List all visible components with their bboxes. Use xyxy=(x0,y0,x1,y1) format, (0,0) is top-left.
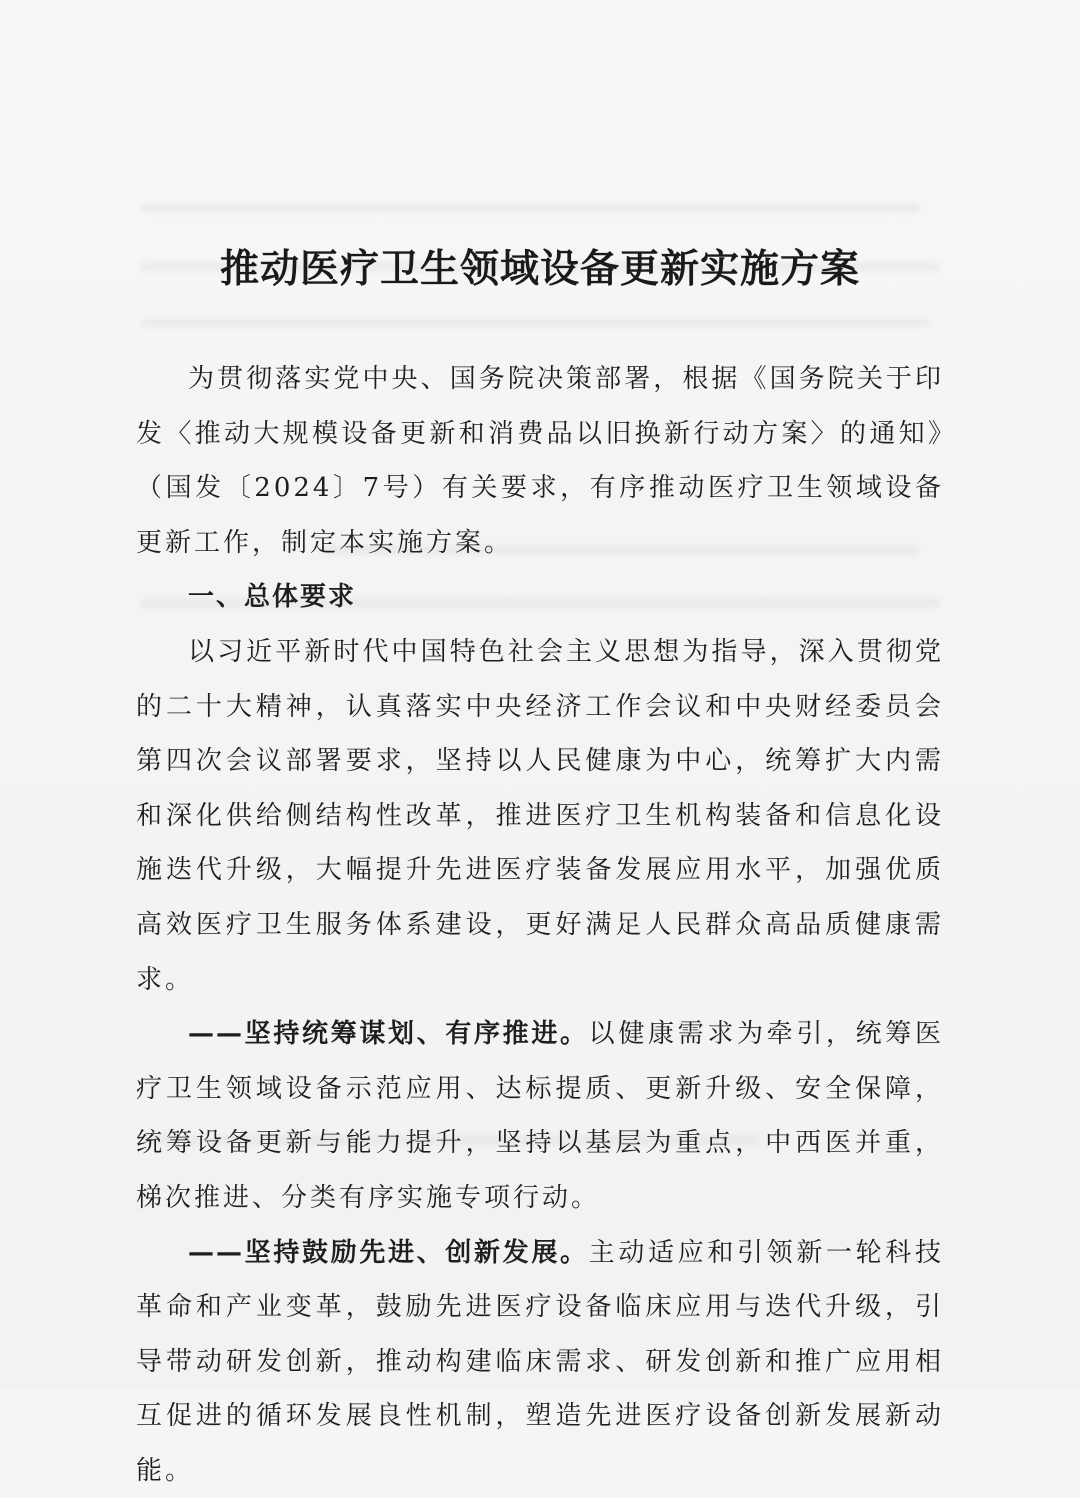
section-paragraph: 以习近平新时代中国特色社会主义思想为指导，深入贯彻党的二十大精神，认真落实中央经济工作会议和中央财经委员会第四次会议部署要求，坚持以人民健康为中心，统筹扩大内需和深化供给侧结构性改革，推进医疗卫生机构装备和信息化设施迭代升级，大幅提升先进医疗装备发展应用水平，加强优质高效医疗卫生服务体系建设，更好满足人民群众高品质健康需求。 xyxy=(136,625,944,1007)
principle-lead: ——坚持统筹谋划、有序推进。 xyxy=(188,1019,589,1049)
principle-paragraph xyxy=(136,1007,944,1225)
document-body xyxy=(136,352,944,1498)
section-heading: 一、总体要求 xyxy=(136,570,944,625)
intro-paragraph: 为贯彻落实党中央、国务院决策部署，根据《国务院关于印发〈推动大规模设备更新和消费品以旧换新行动方案〉的通知》（国发〔2024〕7号）有关要求，有序推动医疗卫生领域设备更新工作，制定本实施方案。 xyxy=(136,352,944,570)
document-title: 推动医疗卫生领域设备更新实施方案 xyxy=(0,238,1080,294)
show-through-line xyxy=(140,318,930,328)
principle-text: 以健康需求为牵引，统筹医疗卫生领域设备示范应用、达标提质、更新升级、安全保障，统筹设备更新与能力提升，坚持以基层为重点，中西医并重，梯次推进、分类有序实施专项行动。 xyxy=(136,1019,944,1213)
principle-lead: ——坚持鼓励先进、创新发展。 xyxy=(188,1238,589,1268)
principle-paragraph xyxy=(136,1226,944,1498)
principle-text: 主动适应和引领新一轮科技革命和产业变革，鼓励先进医疗设备临床应用与迭代升级，引导带动研发创新，推动构建临床需求、研发创新和推广应用相互促进的循环发展良性机制，塑造先进医疗设备创新发展新动能。 xyxy=(136,1238,944,1486)
show-through-line xyxy=(140,203,920,213)
